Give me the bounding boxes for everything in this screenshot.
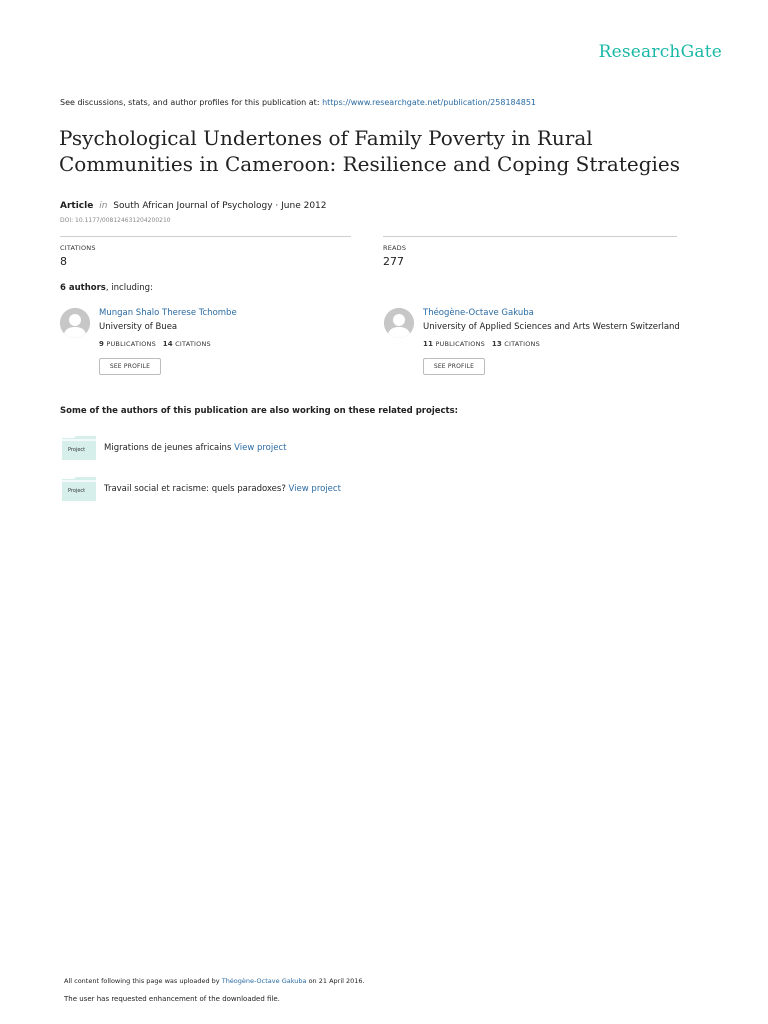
authors-suffix: , including: bbox=[105, 283, 153, 293]
citations-value: 8 bbox=[60, 255, 67, 268]
avatar[interactable] bbox=[384, 308, 414, 338]
authors-heading bbox=[60, 283, 153, 293]
project-title: Migrations de jeunes africains bbox=[104, 443, 232, 453]
upload-suffix: on 21 April 2016. bbox=[306, 977, 365, 985]
project-tag: Project bbox=[68, 488, 86, 494]
publications-count: 9 bbox=[99, 340, 105, 348]
author-citations-count: 14 bbox=[162, 340, 173, 348]
project-item bbox=[62, 477, 662, 503]
publication-url-link[interactable]: https://www.researchgate.net/publication/258184851 bbox=[322, 98, 536, 107]
see-profile-button[interactable]: SEE PROFILE bbox=[423, 358, 485, 375]
article-in-word: in bbox=[99, 201, 108, 211]
project-text bbox=[104, 443, 286, 453]
discussion-prefix: See discussions, stats, and author profiles for this publication at: bbox=[60, 98, 323, 107]
see-profile-button[interactable]: SEE PROFILE bbox=[99, 358, 161, 375]
uploader-link[interactable]: Théogène-Octave Gakuba bbox=[221, 977, 307, 985]
enhancement-note: The user has requested enhancement of the downloaded file. bbox=[64, 995, 280, 1003]
reads-label: READS bbox=[383, 244, 407, 252]
author-citations-label: CITATIONS bbox=[175, 340, 211, 348]
researchgate-logo[interactable]: ResearchGate bbox=[598, 42, 722, 62]
article-meta bbox=[60, 201, 327, 211]
upload-note bbox=[64, 977, 365, 985]
author-citations-label: CITATIONS bbox=[504, 340, 540, 348]
user-icon bbox=[60, 308, 90, 338]
user-icon bbox=[384, 308, 414, 338]
author-card bbox=[384, 308, 704, 384]
citations-divider bbox=[60, 236, 351, 237]
view-project-link[interactable]: View project bbox=[234, 443, 287, 453]
project-title: Travail social et racisme: quels paradoxes? bbox=[104, 484, 286, 494]
author-name-link[interactable]: Mungan Shalo Therese Tchombe bbox=[99, 308, 237, 318]
author-card bbox=[60, 308, 380, 384]
citations-label: CITATIONS bbox=[60, 244, 96, 252]
journal-date: South African Journal of Psychology · June 2012 bbox=[113, 201, 327, 211]
reads-value: 277 bbox=[383, 255, 404, 268]
reads-divider bbox=[383, 236, 677, 237]
publications-label: PUBLICATIONS bbox=[435, 340, 485, 348]
related-projects-heading: Some of the authors of this publication are also working on these related projects: bbox=[60, 406, 459, 416]
article-type: Article bbox=[60, 201, 94, 211]
author-institution: University of Applied Sciences and Arts Western Switzerland bbox=[423, 322, 680, 332]
project-item bbox=[62, 436, 662, 462]
discussion-line bbox=[60, 98, 536, 107]
project-tag: Project bbox=[68, 447, 86, 453]
project-folder-icon bbox=[62, 477, 96, 501]
project-text bbox=[104, 484, 341, 494]
author-name-link[interactable]: Théogène-Octave Gakuba bbox=[423, 308, 534, 318]
author-institution: University of Buea bbox=[99, 322, 178, 332]
article-title: Psychological Undertones of Family Poverty in Rural Communities in Cameroon: Resilience and Coping Strategies bbox=[59, 126, 681, 176]
project-folder-icon bbox=[62, 436, 96, 460]
view-project-link[interactable]: View project bbox=[288, 484, 341, 494]
publications-count: 11 bbox=[423, 340, 434, 348]
author-citations-count: 13 bbox=[491, 340, 502, 348]
author-stats bbox=[423, 340, 540, 348]
publications-label: PUBLICATIONS bbox=[106, 340, 156, 348]
avatar[interactable] bbox=[60, 308, 90, 338]
author-stats bbox=[99, 340, 211, 348]
article-doi: DOI: 10.1177/008124631204200210 bbox=[60, 217, 171, 224]
authors-count: 6 authors bbox=[60, 283, 106, 293]
upload-prefix: All content following this page was uploaded by bbox=[64, 977, 222, 985]
